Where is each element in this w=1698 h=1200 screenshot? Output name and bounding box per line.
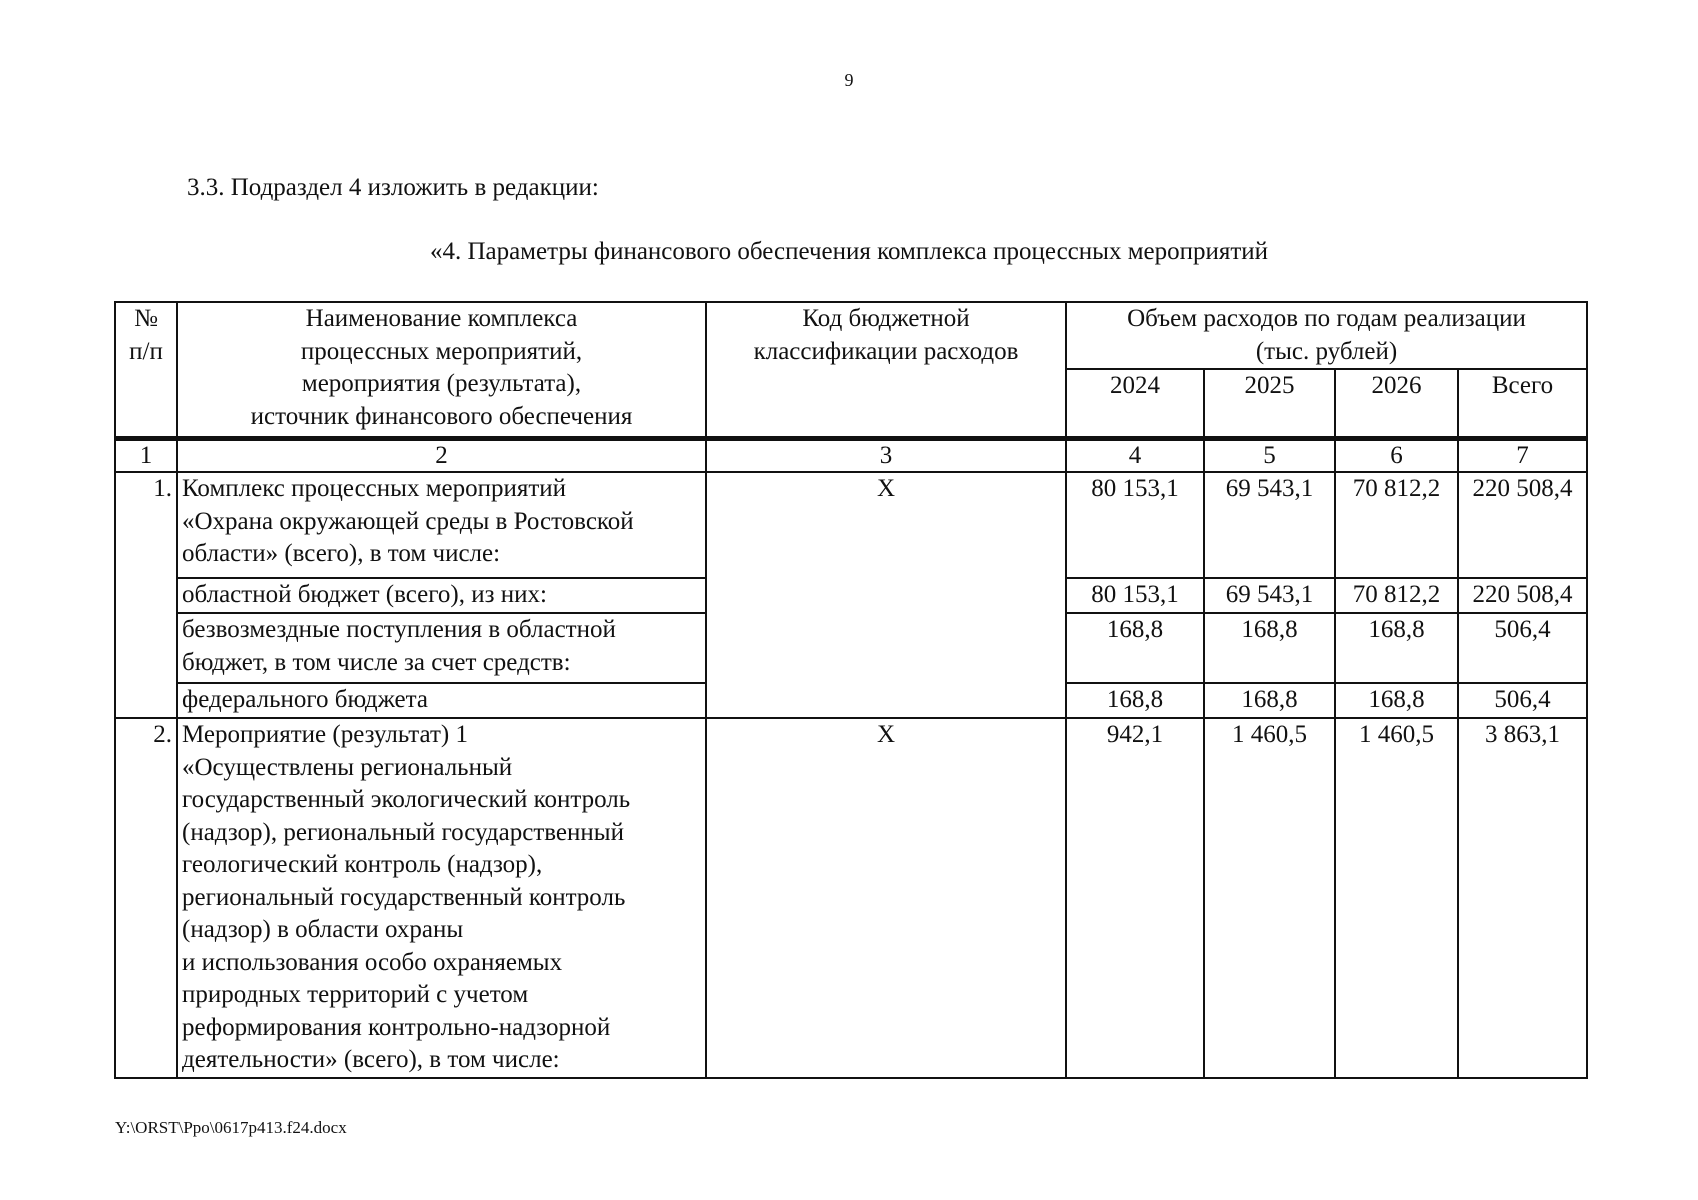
section-heading: 3.3. Подраздел 4 изложить в редакции: (187, 174, 599, 201)
value-2024: 80 153,1 (1066, 578, 1204, 613)
value-2026: 168,8 (1335, 683, 1458, 718)
value-total: 220 508,4 (1458, 578, 1587, 613)
header-row-1 (115, 302, 1587, 369)
column-number: 3 (706, 439, 1066, 473)
row-name: Мероприятие (результат) 1 «Осуществлены региональный государственный экологический контроль (надзор), региональный государственный геологический контроль (надзор), региональный государственный контроль (надзор) в области охраны и использования особо охраняемых природных территорий с учетом реформирования контрольно-надзорной деятельности» (всего), в том числе: (177, 718, 706, 1078)
column-number: 1 (115, 439, 177, 473)
value-2024: 168,8 (1066, 683, 1204, 718)
row-name: федерального бюджета (177, 683, 706, 718)
value-2024: 80 153,1 (1066, 472, 1204, 578)
value-2026: 70 812,2 (1335, 578, 1458, 613)
value-total: 3 863,1 (1458, 718, 1587, 1078)
table-row (115, 472, 1587, 578)
header-volume: Объем расходов по годам реализации (тыс. рублей) (1066, 302, 1587, 369)
header-name: Наименование комплекса процессных мероприятий, мероприятия (результата), источник финансового обеспечения (177, 302, 706, 439)
column-number-row (115, 439, 1587, 473)
row-name: безвозмездные поступления в областной бюджет, в том числе за счет средств: (177, 613, 706, 683)
value-2025: 69 543,1 (1204, 472, 1335, 578)
value-2025: 168,8 (1204, 683, 1335, 718)
value-2026: 168,8 (1335, 613, 1458, 683)
header-total: Всего (1458, 369, 1587, 439)
value-2026: 70 812,2 (1335, 472, 1458, 578)
footer-file-path: Y:\ORST\Ppo\0617p413.f24.docx (115, 1118, 347, 1137)
column-number: 4 (1066, 439, 1204, 473)
value-total: 220 508,4 (1458, 472, 1587, 578)
column-number: 5 (1204, 439, 1335, 473)
value-2025: 1 460,5 (1204, 718, 1335, 1078)
value-2024: 168,8 (1066, 613, 1204, 683)
row-name: Комплекс процессных мероприятий «Охрана окружающей среды в Ростовской области» (всего), в том числе: (177, 472, 706, 578)
header-code: Код бюджетной классификации расходов (706, 302, 1066, 439)
header-year-2024: 2024 (1066, 369, 1204, 439)
table-row (115, 718, 1587, 1078)
value-2025: 69 543,1 (1204, 578, 1335, 613)
row-number: 2. (115, 718, 177, 1078)
value-total: 506,4 (1458, 683, 1587, 718)
column-number: 2 (177, 439, 706, 473)
header-num: № п/п (115, 302, 177, 439)
value-2025: 168,8 (1204, 613, 1335, 683)
value-2026: 1 460,5 (1335, 718, 1458, 1078)
table-title: «4. Параметры финансового обеспечения комплекса процессных мероприятий (429, 238, 1269, 265)
page-number: 9 (844, 70, 854, 90)
header-year-2026: 2026 (1335, 369, 1458, 439)
row-budget-code: Х (706, 718, 1066, 1078)
row-budget-code: Х (706, 472, 1066, 718)
value-total: 506,4 (1458, 613, 1587, 683)
value-2024: 942,1 (1066, 718, 1204, 1078)
row-number: 1. (115, 472, 177, 718)
header-year-2025: 2025 (1204, 369, 1335, 439)
row-name: областной бюджет (всего), из них: (177, 578, 706, 613)
financial-parameters-table (114, 301, 1588, 1079)
column-number: 7 (1458, 439, 1587, 473)
column-number: 6 (1335, 439, 1458, 473)
